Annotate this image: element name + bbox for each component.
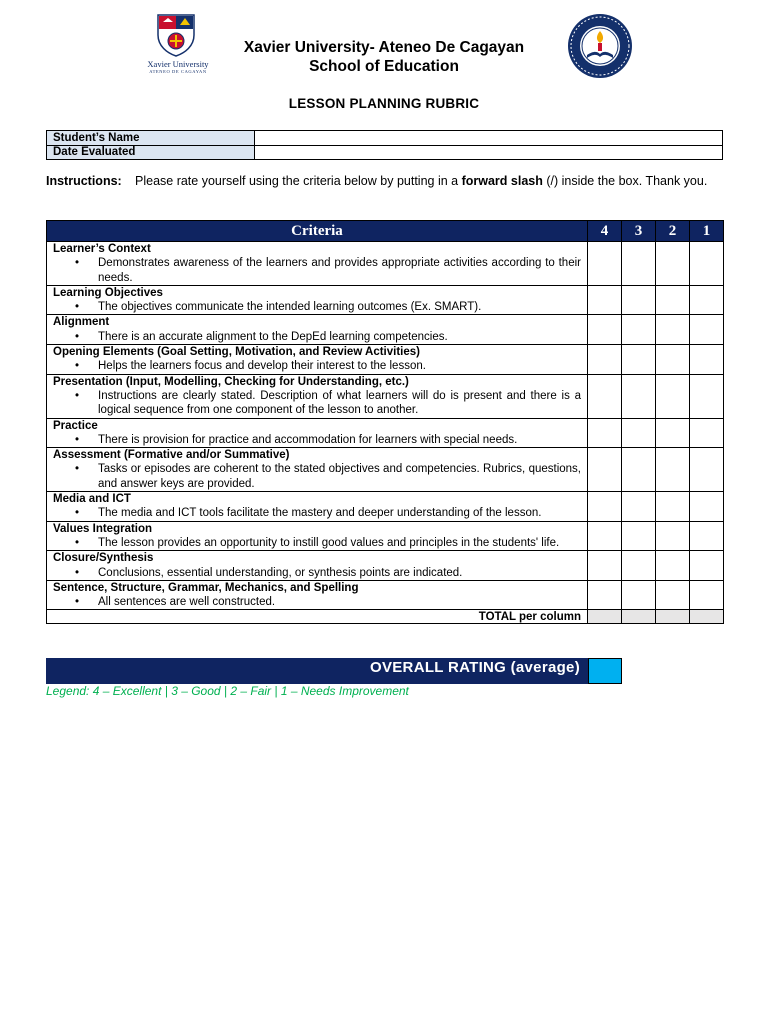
criteria-header: Criteria (47, 221, 588, 242)
criteria-description-text: Conclusions, essential understanding, or synthesis points are indicated. (98, 566, 463, 579)
score-box-4[interactable] (588, 492, 622, 522)
criteria-row (47, 521, 724, 551)
logo-name: Xavier University (147, 59, 209, 69)
date-evaluated-field[interactable] (255, 145, 723, 160)
logo-subtext: ATENEO DE CAGAYAN (149, 69, 207, 74)
criteria-row (47, 285, 724, 315)
criteria-description (53, 536, 581, 550)
criteria-cell (47, 492, 588, 522)
criteria-row (47, 374, 724, 418)
rubric-table (46, 220, 724, 624)
bullet-icon: • (75, 257, 80, 270)
score-box-4[interactable] (588, 521, 622, 551)
bullet-icon: • (75, 596, 80, 609)
score-box-2[interactable] (656, 242, 690, 286)
overall-rating-box[interactable] (588, 658, 622, 684)
score-box-1[interactable] (690, 285, 724, 315)
document-title: LESSON PLANNING RUBRIC (288, 96, 480, 111)
student-name-field[interactable] (255, 131, 723, 146)
score-box-3[interactable] (622, 285, 656, 315)
score-box-4[interactable] (588, 448, 622, 492)
criteria-row (47, 418, 724, 448)
bullet-icon: • (75, 463, 80, 476)
score-box-1[interactable] (690, 345, 724, 375)
score-box-3[interactable] (622, 521, 656, 551)
total-box-1[interactable] (690, 610, 724, 624)
criteria-title: Learning Objectives (53, 286, 163, 299)
instructions-text (135, 174, 723, 189)
criteria-description (53, 330, 581, 344)
score-box-4[interactable] (588, 242, 622, 286)
criteria-description (53, 462, 581, 491)
bullet-icon: • (75, 301, 80, 314)
score-box-2[interactable] (656, 580, 690, 610)
score-box-4[interactable] (588, 345, 622, 375)
criteria-title: Values Integration (53, 522, 153, 535)
bullet-icon: • (75, 330, 80, 343)
score-box-2[interactable] (656, 448, 690, 492)
student-info-table (46, 130, 723, 160)
instructions-bold-text: forward slash (461, 174, 543, 188)
criteria-description-text: Helps the learners focus and develop their interest to the lesson. (98, 360, 426, 373)
university-name: Xavier University- Ateneo De Cagayan (243, 39, 525, 56)
criteria-cell (47, 242, 588, 286)
criteria-cell (47, 315, 588, 345)
score-box-3[interactable] (622, 418, 656, 448)
criteria-description (53, 506, 581, 520)
criteria-description (53, 300, 581, 314)
score-box-2[interactable] (656, 285, 690, 315)
score-box-4[interactable] (588, 285, 622, 315)
criteria-description (53, 433, 581, 447)
score-box-1[interactable] (690, 580, 724, 610)
overall-rating-label: OVERALL RATING (average) (46, 658, 588, 684)
criteria-row (47, 551, 724, 581)
bullet-icon: • (75, 433, 80, 446)
criteria-row (47, 492, 724, 522)
score-box-2[interactable] (656, 374, 690, 418)
score-box-4[interactable] (588, 551, 622, 581)
total-label: TOTAL per column (47, 610, 588, 624)
rubric-header-row (47, 221, 724, 242)
criteria-description-text: Tasks or episodes are coherent to the stated objectives and competencies. Rubrics, questions, and answer keys are provided. (98, 463, 581, 490)
score-box-3[interactable] (622, 242, 656, 286)
page-header (0, 10, 768, 82)
criteria-title: Closure/Synthesis (53, 552, 154, 565)
criteria-description-text: The media and ICT tools facilitate the mastery and deeper understanding of the lesson. (98, 507, 542, 520)
criteria-description-text: All sentences are well constructed. (98, 596, 276, 609)
score-box-3[interactable] (622, 374, 656, 418)
criteria-cell (47, 285, 588, 315)
score-box-2[interactable] (656, 551, 690, 581)
criteria-description-text: There is an accurate alignment to the DepEd learning competencies. (98, 330, 448, 343)
score-box-2[interactable] (656, 345, 690, 375)
criteria-title: Media and ICT (53, 493, 131, 506)
score-box-1[interactable] (690, 374, 724, 418)
score-box-4[interactable] (588, 374, 622, 418)
score-box-4[interactable] (588, 580, 622, 610)
score-box-3[interactable] (622, 551, 656, 581)
criteria-description-text: There is provision for practice and accommodation for learners with special needs. (98, 433, 518, 446)
score-box-3[interactable] (622, 580, 656, 610)
criteria-description (53, 566, 581, 580)
criteria-title: Sentence, Structure, Grammar, Mechanics, and Spelling (53, 581, 359, 594)
criteria-cell (47, 521, 588, 551)
instructions-text-before: Please rate yourself using the criteria below by putting in a (135, 174, 462, 188)
criteria-description (53, 256, 581, 285)
score-box-1[interactable] (690, 492, 724, 522)
total-box-3[interactable] (622, 610, 656, 624)
criteria-description-text: The lesson provides an opportunity to instill good values and principles in the students' life. (98, 536, 560, 549)
score-header-1: 1 (690, 221, 724, 242)
bullet-icon: • (75, 360, 80, 373)
criteria-description (53, 595, 581, 609)
info-row-student-name (47, 131, 723, 146)
criteria-description (53, 389, 581, 418)
score-box-1[interactable] (690, 242, 724, 286)
info-row-date-evaluated (47, 145, 723, 160)
criteria-cell (47, 345, 588, 375)
score-box-1[interactable] (690, 551, 724, 581)
bullet-icon: • (75, 566, 80, 579)
criteria-title: Presentation (Input, Modelling, Checking for Understanding, etc.) (53, 375, 409, 388)
rubric-body (47, 242, 724, 624)
score-header-2: 2 (656, 221, 690, 242)
score-box-3[interactable] (622, 315, 656, 345)
criteria-row (47, 345, 724, 375)
criteria-row (47, 242, 724, 286)
score-box-3[interactable] (622, 492, 656, 522)
criteria-description-text: Instructions are clearly stated. Description of what learners will do is present and there is a logical sequence from one component of the lesson to another. (98, 389, 581, 417)
score-box-3[interactable] (622, 345, 656, 375)
criteria-title: Alignment (53, 316, 110, 329)
score-header-4: 4 (588, 221, 622, 242)
total-box-2[interactable] (656, 610, 690, 624)
school-of-education-seal-icon (567, 13, 633, 79)
criteria-cell (47, 374, 588, 418)
criteria-cell (47, 418, 588, 448)
score-box-1[interactable] (690, 521, 724, 551)
criteria-description-text: Demonstrates awareness of the learners and provides appropriate activities according to their needs. (98, 257, 581, 284)
criteria-description-text: The objectives communicate the intended learning outcomes (Ex. SMART). (98, 301, 482, 314)
score-header-3: 3 (622, 221, 656, 242)
criteria-description (53, 359, 581, 373)
bullet-icon: • (75, 536, 80, 549)
legend: Legend: 4 – Excellent | 3 – Good | 2 – Fair | 1 – Needs Improvement (46, 684, 409, 698)
criteria-cell (47, 551, 588, 581)
overall-rating (46, 658, 622, 684)
instructions-label: Instructions: (46, 174, 122, 188)
criteria-row (47, 315, 724, 345)
criteria-title: Learner’s Context (53, 243, 151, 255)
student-name-label: Student’s Name (47, 131, 255, 146)
criteria-cell (47, 448, 588, 492)
school-name: School of Education (309, 58, 459, 75)
institution-heading (200, 38, 568, 76)
score-box-1[interactable] (690, 315, 724, 345)
criteria-title: Practice (53, 419, 98, 432)
score-box-4[interactable] (588, 418, 622, 448)
score-box-2[interactable] (656, 521, 690, 551)
score-box-2[interactable] (656, 492, 690, 522)
bullet-icon: • (75, 507, 80, 520)
total-box-4[interactable] (588, 610, 622, 624)
criteria-row (47, 448, 724, 492)
criteria-title: Assessment (Formative and/or Summative) (53, 449, 290, 462)
criteria-row (47, 580, 724, 610)
instructions-text-after: (/) inside the box. Thank you. (542, 174, 708, 188)
bullet-icon: • (75, 389, 80, 402)
score-box-1[interactable] (690, 448, 724, 492)
score-box-1[interactable] (690, 418, 724, 448)
date-evaluated-label: Date Evaluated (47, 145, 255, 160)
criteria-cell (47, 580, 588, 610)
total-row (47, 610, 724, 624)
shield-icon (154, 13, 198, 57)
score-box-2[interactable] (656, 418, 690, 448)
score-box-4[interactable] (588, 315, 622, 345)
criteria-title: Opening Elements (Goal Setting, Motivation, and Review Activities) (53, 346, 420, 359)
score-box-3[interactable] (622, 448, 656, 492)
score-box-2[interactable] (656, 315, 690, 345)
